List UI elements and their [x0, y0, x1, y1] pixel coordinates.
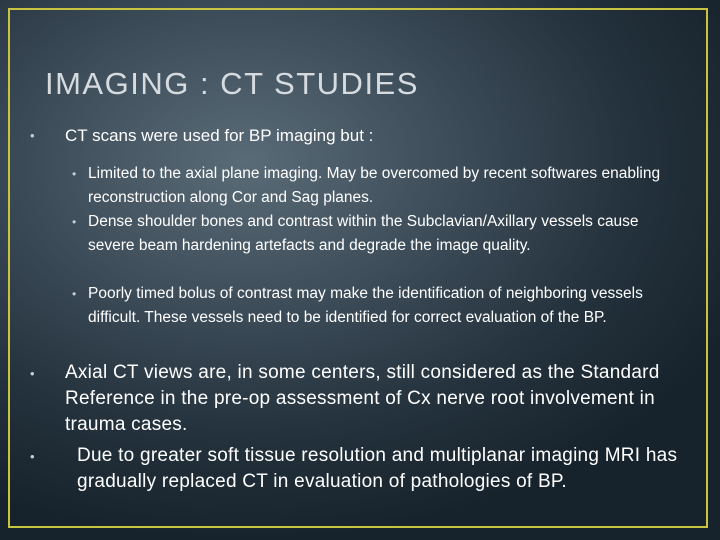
bullet-item-axial-ct-views: [30, 360, 690, 438]
sub-bullet-text: Limited to the axial plane imaging. May be overcomed by recent softwares enabling reconstruction along Cor and Sag planes.: [88, 165, 661, 206]
bullet-text: CT scans were used for BP imaging but :: [65, 126, 374, 145]
bullet-icon: •: [72, 167, 77, 181]
bullet-icon: •: [30, 128, 35, 143]
bullet-text: Axial CT views are, in some centers, still considered as the Standard Reference in the pre-op assessment of Cx nerve root involvement in trauma cases.: [65, 362, 660, 435]
bullet-icon: •: [30, 366, 35, 381]
bullet-text: Due to greater soft tissue resolution and multiplanar imaging MRI has gradually replaced CT in evaluation of pathologies of BP.: [77, 445, 678, 492]
bullet-icon: •: [72, 215, 77, 229]
bullet-item-ct-scans: [30, 124, 680, 148]
bullet-item-mri-replaced: [30, 443, 690, 495]
sub-bullet-item-dense-bones: [72, 210, 672, 258]
sub-bullet-text: Poorly timed bolus of contrast may make the identification of neighboring vessels difficult. These vessels need to be identified for correct evaluation of the BP.: [88, 285, 643, 326]
sub-bullet-item-axial-plane: [72, 162, 672, 210]
bullet-icon: •: [30, 449, 35, 464]
sub-bullet-item-contrast-bolus: [72, 282, 672, 330]
sub-bullet-text: Dense shoulder bones and contrast within the Subclavian/Axillary vessels cause severe beam hardening artefacts and degrade the image quality.: [88, 213, 639, 254]
bullet-icon: •: [72, 287, 77, 301]
slide-title: IMAGING : CT STUDIES: [45, 66, 419, 101]
